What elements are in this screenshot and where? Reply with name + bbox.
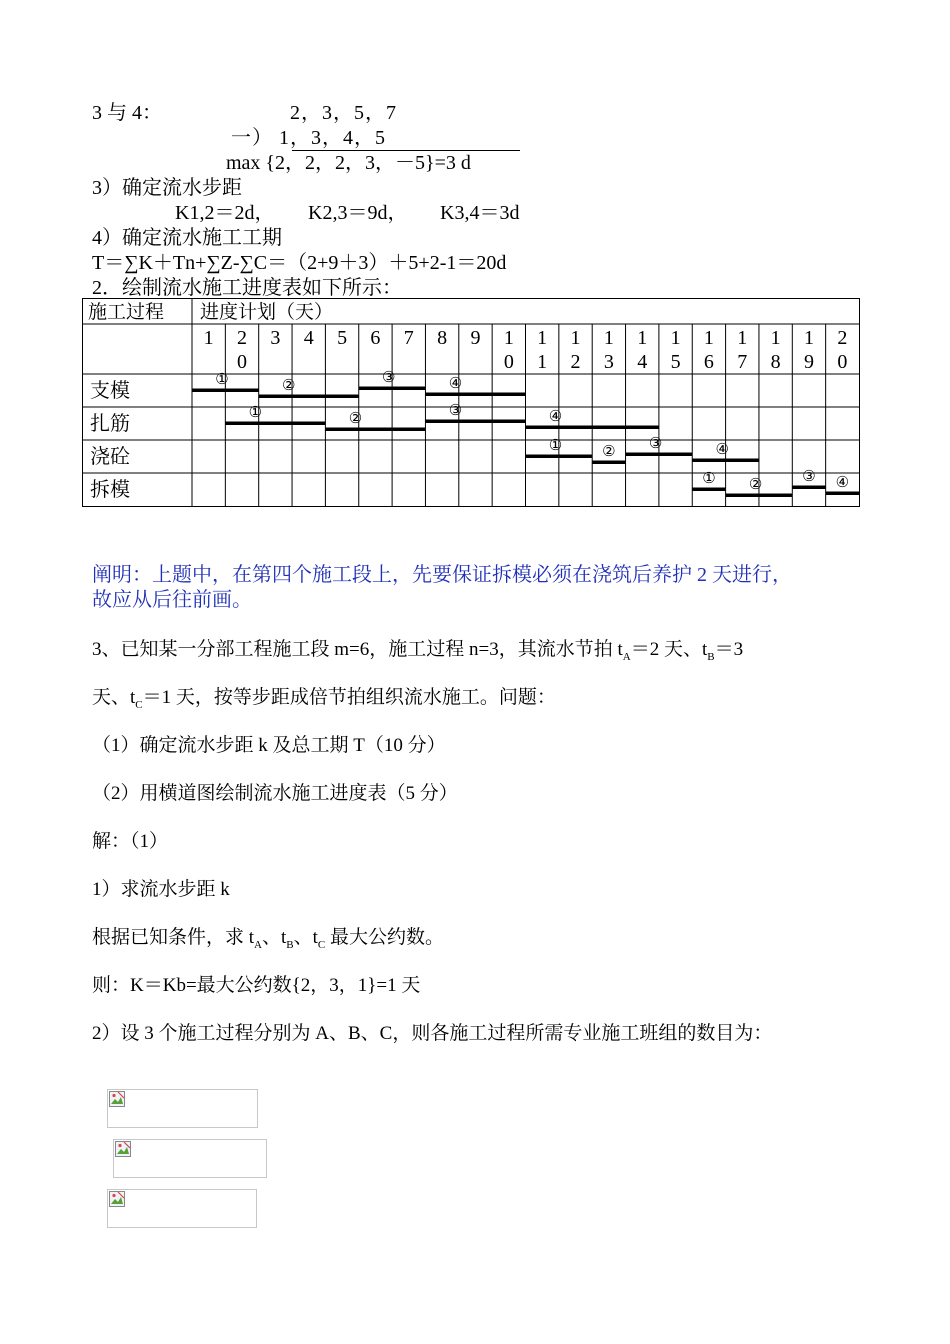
- day-number: 1: [637, 327, 648, 349]
- day-number: 1: [203, 327, 214, 349]
- segment-label: ④: [448, 376, 463, 392]
- day-number: 1: [803, 327, 814, 349]
- step3-k34: K3,4＝3d: [440, 202, 520, 224]
- day-number: 8: [437, 327, 448, 349]
- step3-k12: K1,2＝2d，: [175, 202, 275, 224]
- day-number-digit2: 8: [770, 351, 781, 373]
- calc-line3: max {2，2，2，3，－5}=3 d: [226, 152, 471, 174]
- broken-image-icon: [109, 1191, 125, 1207]
- segment-label: ①: [248, 405, 263, 421]
- day-number: 1: [503, 327, 514, 349]
- day-number: 2: [837, 327, 848, 349]
- day-number-digit2: 1: [537, 351, 548, 373]
- q3-step1: 1）求流水步距 k: [92, 879, 230, 900]
- header-plan: 进度计划（天）: [200, 302, 334, 323]
- q3-sub2: （2）用横道图绘制流水施工进度表（5 分）: [92, 783, 458, 804]
- schedule-bar: [225, 422, 325, 426]
- schedule-bar: [792, 486, 825, 490]
- day-number-digit2: 0: [237, 351, 248, 373]
- q3-result: 则：K＝Kb=最大公约数{2，3，1}=1 天: [92, 975, 421, 996]
- schedule-bar: [425, 393, 525, 397]
- step4-formula: T＝∑K＋Tn+∑Z-∑C＝（2+9＋3）＋5+2-1＝20d: [92, 252, 507, 274]
- segment-label: ④: [715, 442, 729, 458]
- broken-image-1: [107, 1089, 258, 1128]
- day-number: 5: [337, 327, 348, 349]
- schedule-bar: [692, 488, 725, 492]
- schedule-bar: [359, 387, 426, 391]
- day-number-digit2: 5: [670, 351, 681, 373]
- day-number: 2: [237, 327, 248, 349]
- day-number: 1: [537, 327, 548, 349]
- day-number: 7: [403, 327, 414, 349]
- day-number: 1: [670, 327, 681, 349]
- note-line2: 故应从后往前画。: [92, 589, 252, 611]
- broken-image-3: [107, 1189, 257, 1228]
- segment-label: ①: [548, 438, 563, 454]
- day-number-digit2: 0: [837, 351, 848, 373]
- note-line1: 阐明：上题中，在第四个施工段上，先要保证拆模必须在浇筑后养护 2 天进行，: [92, 564, 792, 586]
- day-number: 9: [470, 327, 481, 349]
- day-number-digit2: 6: [703, 351, 714, 373]
- header-process: 施工过程: [88, 302, 165, 323]
- step3-heading: 3）确定流水步距: [92, 177, 242, 199]
- day-number: 4: [303, 327, 314, 349]
- day-number-digit2: 4: [637, 351, 648, 373]
- q3-step2: 2）设 3 个施工过程分别为 A、B、C，则各施工过程所需专业施工班组的数目为：: [92, 1023, 773, 1044]
- schedule-svg: [82, 298, 862, 514]
- day-number: 1: [770, 327, 781, 349]
- schedule-bar: [692, 459, 759, 463]
- segment-label: ④: [548, 409, 563, 425]
- calc-line2: 一） 1，3，4，5: [231, 127, 386, 149]
- schedule-bar: [626, 453, 693, 457]
- segment-label: ②: [348, 411, 363, 427]
- schedule-bar: [192, 389, 259, 393]
- segment-label: ④: [835, 475, 850, 491]
- day-number: 3: [270, 327, 281, 349]
- segment-label: ③: [382, 370, 396, 386]
- segment-label: ①: [215, 372, 229, 388]
- segment-label: ③: [648, 436, 663, 452]
- process-name: 扎筋: [90, 413, 130, 435]
- day-number: 1: [737, 327, 748, 349]
- calc-line1-values: 2，3，5，7: [290, 102, 397, 124]
- schedule-bar: [259, 395, 359, 399]
- item2-heading: 2．绘制流水施工进度表如下所示：: [92, 277, 402, 299]
- schedule-bar: [325, 428, 425, 432]
- day-number-digit2: 2: [570, 351, 581, 373]
- q3-line1: 3、已知某一分部工程施工段 m=6，施工过程 n=3，其流水节拍 $t_A=2$ 天、$t_B=3$: [92, 639, 744, 663]
- day-number-digit2: 3: [603, 351, 614, 373]
- schedule-bar: [526, 455, 593, 459]
- segment-label: ①: [702, 471, 716, 487]
- step3-k23: K2,3＝9d，: [308, 202, 408, 224]
- broken-image-icon: [115, 1141, 131, 1157]
- segment-label: ③: [448, 403, 463, 419]
- process-name: 浇砼: [90, 446, 130, 468]
- q3-line2: 天、$t_C=1$ 天，按等步距成倍节拍组织流水施工。问题：: [92, 687, 556, 711]
- process-name: 拆模: [90, 479, 130, 501]
- step4-heading: 4）确定流水施工工期: [92, 227, 282, 249]
- segment-label: ②: [602, 444, 616, 460]
- day-number: 6: [370, 327, 381, 349]
- schedule-bar: [826, 492, 859, 496]
- q3-sub1: （1）确定流水步距 k 及总工期 T（10 分）: [92, 735, 446, 756]
- day-number: 1: [703, 327, 714, 349]
- day-number: 1: [603, 327, 614, 349]
- segment-label: ③: [802, 469, 816, 485]
- process-name: 支模: [90, 380, 130, 402]
- day-number-digit2: 7: [737, 351, 748, 373]
- schedule-bar: [425, 420, 525, 424]
- segment-label: ②: [748, 477, 763, 493]
- schedule-bar: [726, 494, 793, 498]
- q3-condition: 根据已知条件，求 $t_A$、$t_B$、$t_C$ 最大公约数。: [92, 927, 444, 951]
- broken-image-2: [113, 1139, 267, 1178]
- segment-label: ②: [281, 378, 296, 394]
- schedule-bar: [526, 426, 659, 430]
- calc-line1-label: 3 与 4：: [92, 102, 162, 124]
- day-number: 1: [570, 327, 581, 349]
- schedule-table: [82, 298, 862, 514]
- day-number-digit2: 0: [503, 351, 514, 373]
- schedule-bar: [592, 461, 625, 465]
- q3-solution: 解：（1）: [92, 831, 169, 852]
- broken-image-icon: [109, 1091, 125, 1107]
- day-number-digit2: 9: [803, 351, 814, 373]
